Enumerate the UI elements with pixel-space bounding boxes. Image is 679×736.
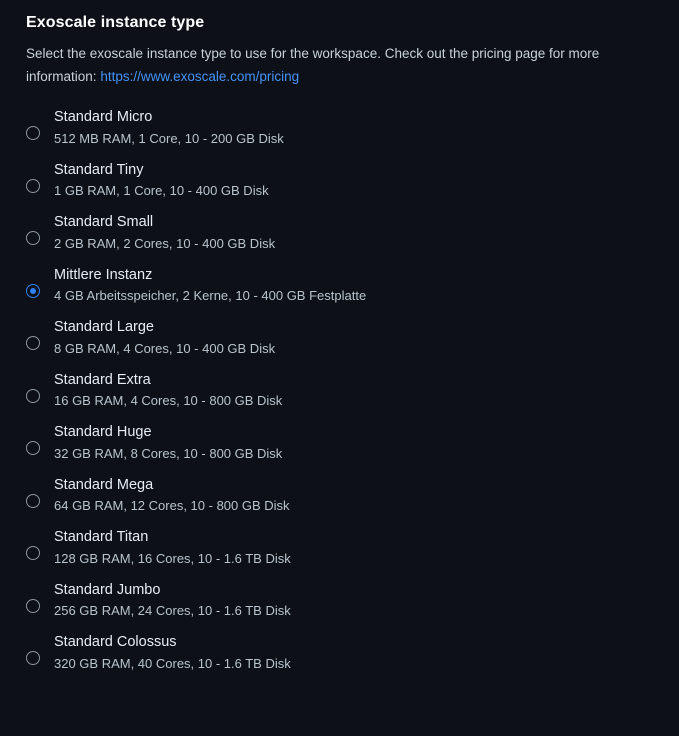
pricing-link[interactable]: https://www.exoscale.com/pricing [100,69,300,84]
instance-type-option[interactable] [26,635,653,688]
option-name: Standard Large [54,319,154,335]
instance-type-option[interactable] [26,110,653,163]
page-title: Exoscale instance type [26,14,205,31]
option-specs: 64 GB RAM, 12 Cores, 10 - 800 GB Disk [54,498,290,513]
instance-type-option[interactable] [26,163,653,216]
option-labels [54,373,282,408]
instance-type-option[interactable] [26,215,653,268]
option-specs: 2 GB RAM, 2 Cores, 10 - 400 GB Disk [54,235,276,251]
instance-type-option[interactable] [26,320,653,373]
radio-button-icon[interactable] [26,336,40,350]
option-name: Standard Huge [54,424,152,440]
panel-description [26,42,626,88]
radio-button-icon[interactable] [26,179,40,193]
option-labels [54,530,291,565]
option-labels [54,635,291,670]
option-labels [54,320,275,355]
instance-type-option[interactable] [26,478,653,531]
radio-button-icon[interactable] [26,546,40,560]
instance-type-option[interactable] [26,268,653,321]
radio-button-icon[interactable] [26,284,40,298]
option-name: Standard Small [54,214,154,230]
option-name: Standard Micro [54,109,153,125]
instance-type-option[interactable] [26,373,653,426]
radio-button-icon[interactable] [26,494,40,508]
option-name: Standard Tiny [54,161,144,178]
option-specs: 16 GB RAM, 4 Cores, 10 - 800 GB Disk [54,393,283,408]
option-specs: 256 GB RAM, 24 Cores, 10 - 1.6 TB Disk [54,603,291,618]
option-specs: 320 GB RAM, 40 Cores, 10 - 1.6 TB Disk [54,655,291,671]
description-text: Select the exoscale instance type to use for the workspace. Check out the pricing page for more information: [26,46,600,84]
option-name: Standard Mega [54,476,154,493]
option-specs: 32 GB RAM, 8 Cores, 10 - 800 GB Disk [54,445,283,461]
option-name: Standard Colossus [54,634,177,650]
radio-button-icon[interactable] [26,441,40,455]
option-specs: 512 MB RAM, 1 Core, 10 - 200 GB Disk [54,130,284,146]
radio-button-icon[interactable] [26,126,40,140]
option-labels [54,268,366,303]
option-labels [54,163,269,198]
radio-button-icon[interactable] [26,599,40,613]
option-labels [54,583,291,618]
instance-type-option[interactable] [26,583,653,636]
radio-button-icon[interactable] [26,389,40,403]
instance-type-radio-group[interactable] [26,110,653,688]
option-name: Standard Extra [54,371,151,388]
option-specs: 8 GB RAM, 4 Cores, 10 - 400 GB Disk [54,340,276,356]
option-specs: 4 GB Arbeitsspeicher, 2 Kerne, 10 - 400 GB Festplatte [54,288,367,303]
option-specs: 1 GB RAM, 1 Core, 10 - 400 GB Disk [54,183,269,198]
instance-type-option[interactable] [26,530,653,583]
option-labels [54,425,282,460]
option-labels [54,110,284,145]
option-labels [54,478,290,513]
option-name: Standard Jumbo [54,581,161,598]
instance-type-option[interactable] [26,425,653,478]
radio-button-icon[interactable] [26,651,40,665]
option-labels [54,215,275,250]
option-specs: 128 GB RAM, 16 Cores, 10 - 1.6 TB Disk [54,550,291,566]
option-name: Standard Titan [54,529,149,545]
radio-button-icon[interactable] [26,231,40,245]
option-name: Mittlere Instanz [54,266,153,283]
